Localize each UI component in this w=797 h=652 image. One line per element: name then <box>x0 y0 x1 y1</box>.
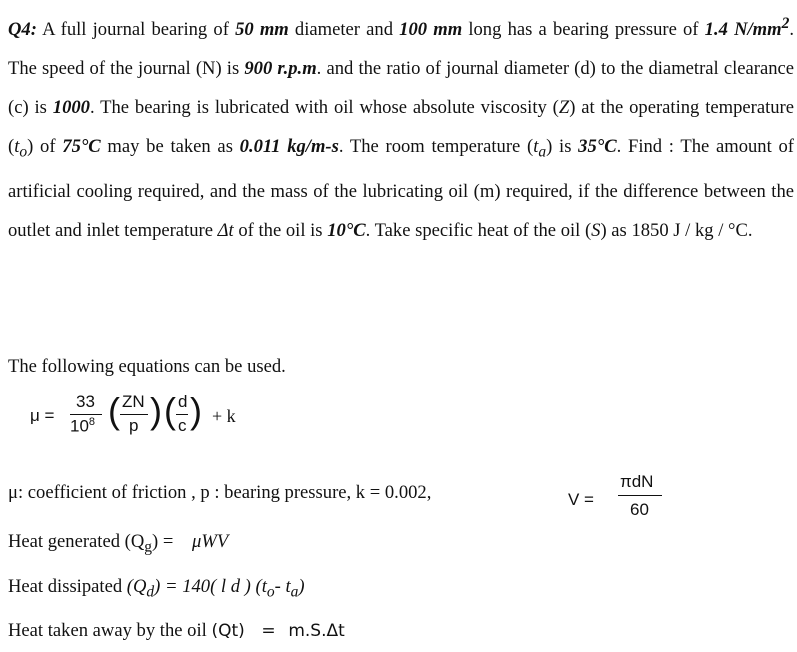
equations-heading: The following equations can be used. <box>8 356 286 377</box>
viscosity-value: 0.011 kg/m-s <box>239 136 339 158</box>
mu-lhs: μ = <box>30 406 55 425</box>
dc-bar <box>176 414 188 415</box>
velocity-formula <box>568 470 668 530</box>
v-lhs: V = <box>568 490 594 509</box>
frac-denominator: $10^8$ <box>70 416 96 436</box>
heat-dissipated-line: Heat dissipated $(Q_d) = 140$( l d ) ($t_o-$ $t_a$) <box>8 576 305 601</box>
fraction-bar <box>70 414 102 415</box>
heat-oil-expr: m.S.Δt <box>288 621 345 641</box>
pressure-value: 1.4 N/mm <box>704 19 782 41</box>
plus-k: + k <box>212 406 236 426</box>
v-fraction-bar <box>618 495 662 496</box>
room-temp-value: 35°C <box>578 136 617 158</box>
diameter-value: 50 mm <box>235 19 289 41</box>
operating-temp-value: 75°C <box>62 136 101 158</box>
v-denominator: 60 <box>630 500 649 519</box>
heat-generated-line: Heat generated $(Q_g) = \mu WV$ <box>8 531 229 556</box>
zn-numerator: ZN <box>122 392 145 411</box>
problem-statement: Q4: A full journal bearing of 50 mm diameter and 100 mm long has a bearing pressure of 1.4 $N/mm^2$. The speed of the journal (N) is 900 r.p.m. and the ratio of journal diameter (d) to the diametral clearance (c) is 1000. The bearing is lubricated with oil whose absolute viscosity (Z) at the operating temperature $(t_o)$ of 75°C may be taken as 0.011 kg/m-s. The room temperature $(t_a)$ is 35°C. Find : The amount of artificial cooling required, and the mass of the lubricating oil (m) required, if the difference between the outlet and inlet temperature Δt of the oil is 10°C. Take specific heat of the oil (S) as 1850 J / kg / °C. <box>8 15 795 241</box>
v-numerator: πdN <box>620 472 654 491</box>
frac-numerator: 33 <box>76 392 95 411</box>
definitions-line: μ: coefficient of friction , p : bearing pressure, k = 0.002, <box>8 482 432 503</box>
friction-formula <box>30 386 290 450</box>
ratio-value: 1000 <box>52 97 90 119</box>
speed-value: 900 r.p.m <box>244 58 317 80</box>
d-numerator: d <box>178 392 188 411</box>
zn-bar <box>120 414 148 415</box>
heat-oil-line: Heat taken away by the oil (Qt) = m.S.Δt <box>8 620 345 641</box>
length-value: 100 mm <box>399 19 463 41</box>
question-label: Q4: <box>8 19 37 41</box>
temp-diff-value: 10°C <box>327 219 366 241</box>
right-paren: ) <box>150 390 162 431</box>
left-paren-2: ( <box>164 390 176 431</box>
heat-generated-expr: μWV <box>192 531 229 552</box>
c-denominator: c <box>178 416 187 435</box>
left-paren: ( <box>108 390 120 431</box>
p-denominator: p <box>129 416 139 435</box>
right-paren-2: ) <box>190 390 202 431</box>
